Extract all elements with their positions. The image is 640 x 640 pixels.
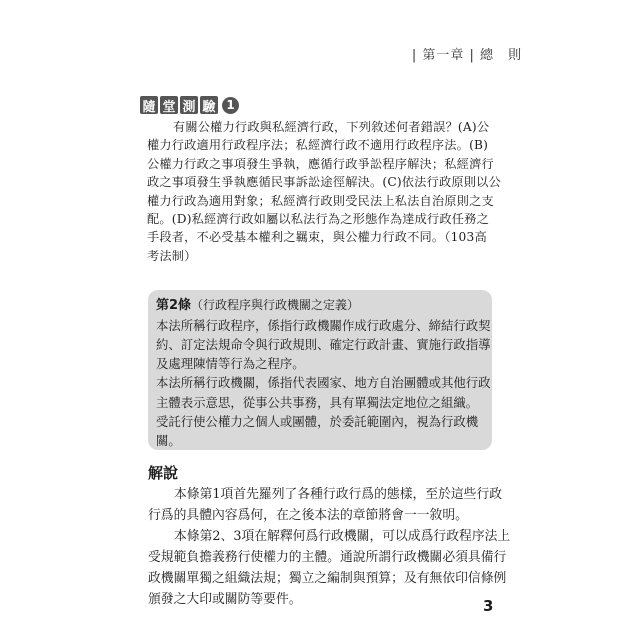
quiz-title xyxy=(140,96,239,114)
explanation-line: 受規範負擔義務行使權力的主體。通說所謂行政機關必須具備行 xyxy=(148,550,507,565)
explanation-line: 頒發之大印或關防等要件。 xyxy=(148,592,302,607)
article-line: 關。 xyxy=(156,433,181,449)
explanation-line: 本條第1項首先羅列了各種行政行爲的態樣，至於這些行政 xyxy=(174,487,503,502)
quiz-question xyxy=(147,118,501,265)
quiz-title-char: 驗 xyxy=(200,96,218,114)
explanation-line: 行爲的具體內容爲何，在之後本法的章節將會一一敘明。 xyxy=(148,508,468,523)
quiz-line: 有關公權力行政與私經濟行政，下列敘述何者錯誤？(A)公 xyxy=(173,120,490,134)
quiz-line: 權力行政適用行政程序法；私經濟行政不適用行政程序法。(B) xyxy=(147,138,489,153)
quiz-title-char: 堂 xyxy=(160,96,178,114)
running-head: | 第一章 | 總 則 xyxy=(411,48,522,63)
quiz-line: 公權力行政之事項發生爭執，應循行政爭訟程序解決；私經濟行 xyxy=(147,156,494,171)
quiz-line: 配。(D)私經濟行政如屬以私法行為之形態作為達成行政任務之 xyxy=(147,212,489,227)
article-heading xyxy=(156,296,484,316)
article-topic: （行政程序與行政機關之定義） xyxy=(191,298,360,312)
page-number: 3 xyxy=(483,597,494,615)
quiz-line: 手段者，不必受基本權利之羈束，與公權力行政不同。（103高 xyxy=(147,230,487,245)
article-line: 本法所稱行政程序，係指行政機關作成行政處分、締結行政契 xyxy=(156,317,491,333)
article-box xyxy=(148,290,492,450)
explanation-line: 本條第2、3項在解釋何爲行政機關，可以成爲行政程序法上 xyxy=(174,529,511,544)
quiz-title-char: 測 xyxy=(180,96,198,114)
explanation-title: 解說 xyxy=(148,464,179,482)
article-line: 受託行使公權力之個人或團體，於委託範圍內，視為行政機 xyxy=(156,413,479,429)
article-line: 本法所稱行政機關，係指代表國家、地方自治團體或其他行政 xyxy=(156,375,491,391)
explanation-body xyxy=(148,484,511,610)
article-number: 第2條 xyxy=(156,298,192,313)
article-line: 主體表示意思，從事公共事務，具有單獨法定地位之組織。 xyxy=(156,394,479,410)
quiz-line: 考法制） xyxy=(147,248,197,263)
explanation-line: 政機關單獨之組織法規；獨立之編制與預算；及有無依印信條例 xyxy=(148,571,507,586)
quiz-title-char: 隨 xyxy=(140,96,158,114)
article-line: 及處理陳情等行為之程序。 xyxy=(156,356,305,372)
quiz-number-badge: 1 xyxy=(222,97,239,114)
quiz-line: 政之事項發生爭執應循民事訴訟途徑解決。(C)依法行政原則以公 xyxy=(147,175,501,190)
quiz-line: 權力行政為適用對象；私經濟行政則受民法上私法自治原則之支 xyxy=(147,193,494,208)
article-line: 約、訂定法規命令與行政規則、確定行政計畫、實施行政指導 xyxy=(156,336,491,352)
